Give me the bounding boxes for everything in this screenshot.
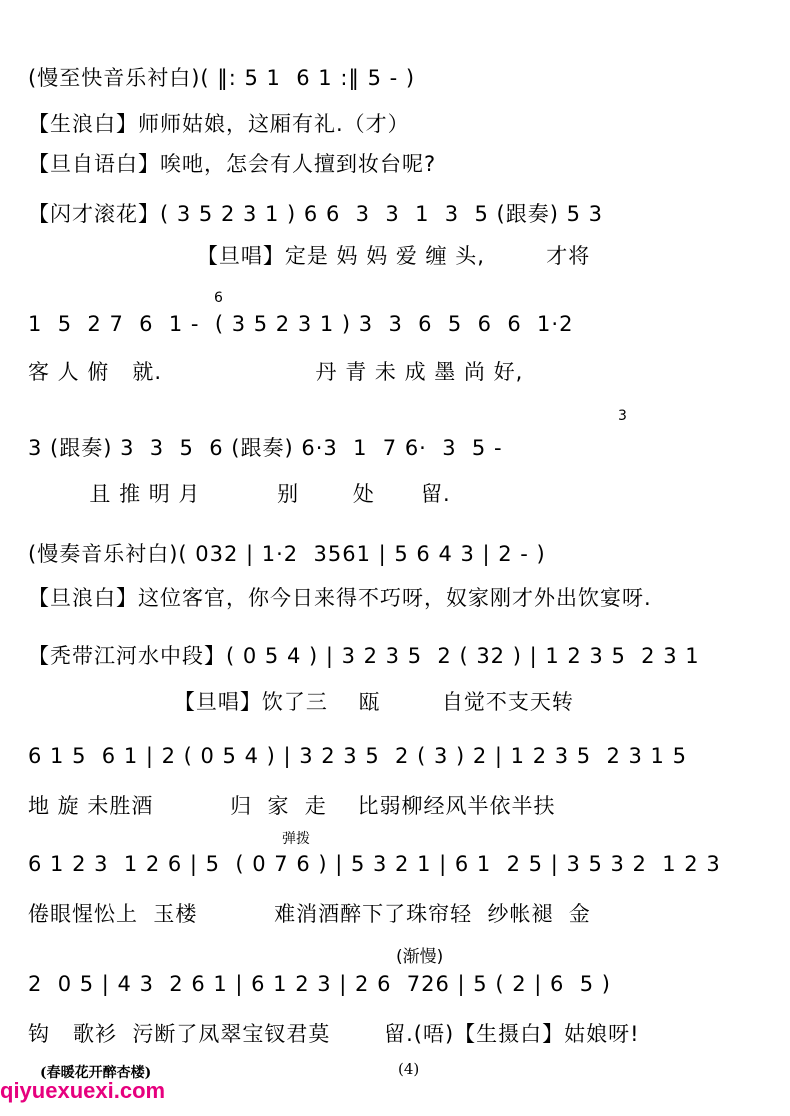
score-line-10: (慢奏音乐衬白)( 032 | 1·2 3561 | 5 6 4 3 | 2 ‑ ) [28, 542, 546, 566]
lyric-line-7: 客 人 俯 就. 丹 青 未 成 墨 尚 好, [28, 360, 524, 384]
score-line-8: 3 (跟奏) 3 3 5 6 (跟奏) 6·3 1 7 6· 3 5 ‑ [28, 436, 503, 460]
score-line-18: 2 0 5 | 4 3 2 6 1 | 6 1 2 3 | 2 6 726 | 5 ( 2 | 6 5 ) [28, 972, 611, 996]
jianman-annotation: (渐慢) [396, 947, 444, 967]
score-line-12: 【秃带江河水中段】( 0 5 4 ) | 3 2 3 5 2 ( 32 ) | 1 2 3 5 2 3 1 [28, 644, 700, 668]
lyric-line-13: 【旦唱】饮了三 瓯 自觉不支天转 [28, 690, 574, 714]
score-line-2: 【生浪白】师师姑娘，这厢有礼.（才） [28, 112, 410, 136]
grace-note-1: 6 [214, 290, 223, 306]
page-number: (4) [398, 1060, 420, 1078]
lyric-line-17: 倦眼惺忪上 玉楼 难消酒醉下了珠帘轻 纱帐褪 金 [28, 902, 591, 926]
score-line-6: 1 5 2 7 6 1 ‑ ( 3 5 2 3 1 ) 3 3 6 5 6 6 1·2 [28, 312, 574, 336]
score-line-14: 6 1 5 6 1 | 2 ( 0 5 4 ) | 3 2 3 5 2 ( 3 ) 2 | 1 2 3 5 2 3 1 5 [28, 744, 687, 768]
lyric-line-15: 地 旋 未胜酒 归 家 走 比弱柳经风半依半扶 [28, 794, 556, 818]
text-line-11: 【旦浪白】这位客官，你今日来得不巧呀，奴家刚才外出饮宴呀. [28, 586, 652, 610]
lyric-line-5: 【旦唱】定是 妈 妈 爱 缠 头, 才将 [28, 244, 591, 268]
score-line-3: 【旦自语白】唉吔，怎会有人擅到妆台呢? [28, 152, 437, 176]
footer-title: (春暖花开醉杏楼) [40, 1065, 152, 1081]
score-line-16: 6 1 2 3 1 2 6 | 5 ( 0 7 6 ) | 5 3 2 1 | 6 1 2 5 | 3 5 3 2 1 2 3 [28, 852, 721, 876]
score-line-1: (慢至快音乐衬白)( ‖: 5 1 6 1 :‖ 5 ‑ ) [28, 66, 416, 90]
watermark-logo: qiyuexuexi.com [0, 1078, 166, 1103]
tanbo-annotation: 弹拨 [282, 831, 310, 847]
score-line-4: 【闪才滚花】( 3 5 2 3 1 ) 6 6 3 3 1 3 5 (跟奏) 5 3 [28, 202, 604, 226]
grace-note-2: 3 [618, 408, 627, 424]
lyric-line-19: 钩 歌衫 污断了凤翠宝钗君莫 留.(唔)【生摄白】姑娘呀! [28, 1022, 640, 1046]
lyric-line-9: 且 推 明 月 别 处 留. [28, 482, 451, 506]
